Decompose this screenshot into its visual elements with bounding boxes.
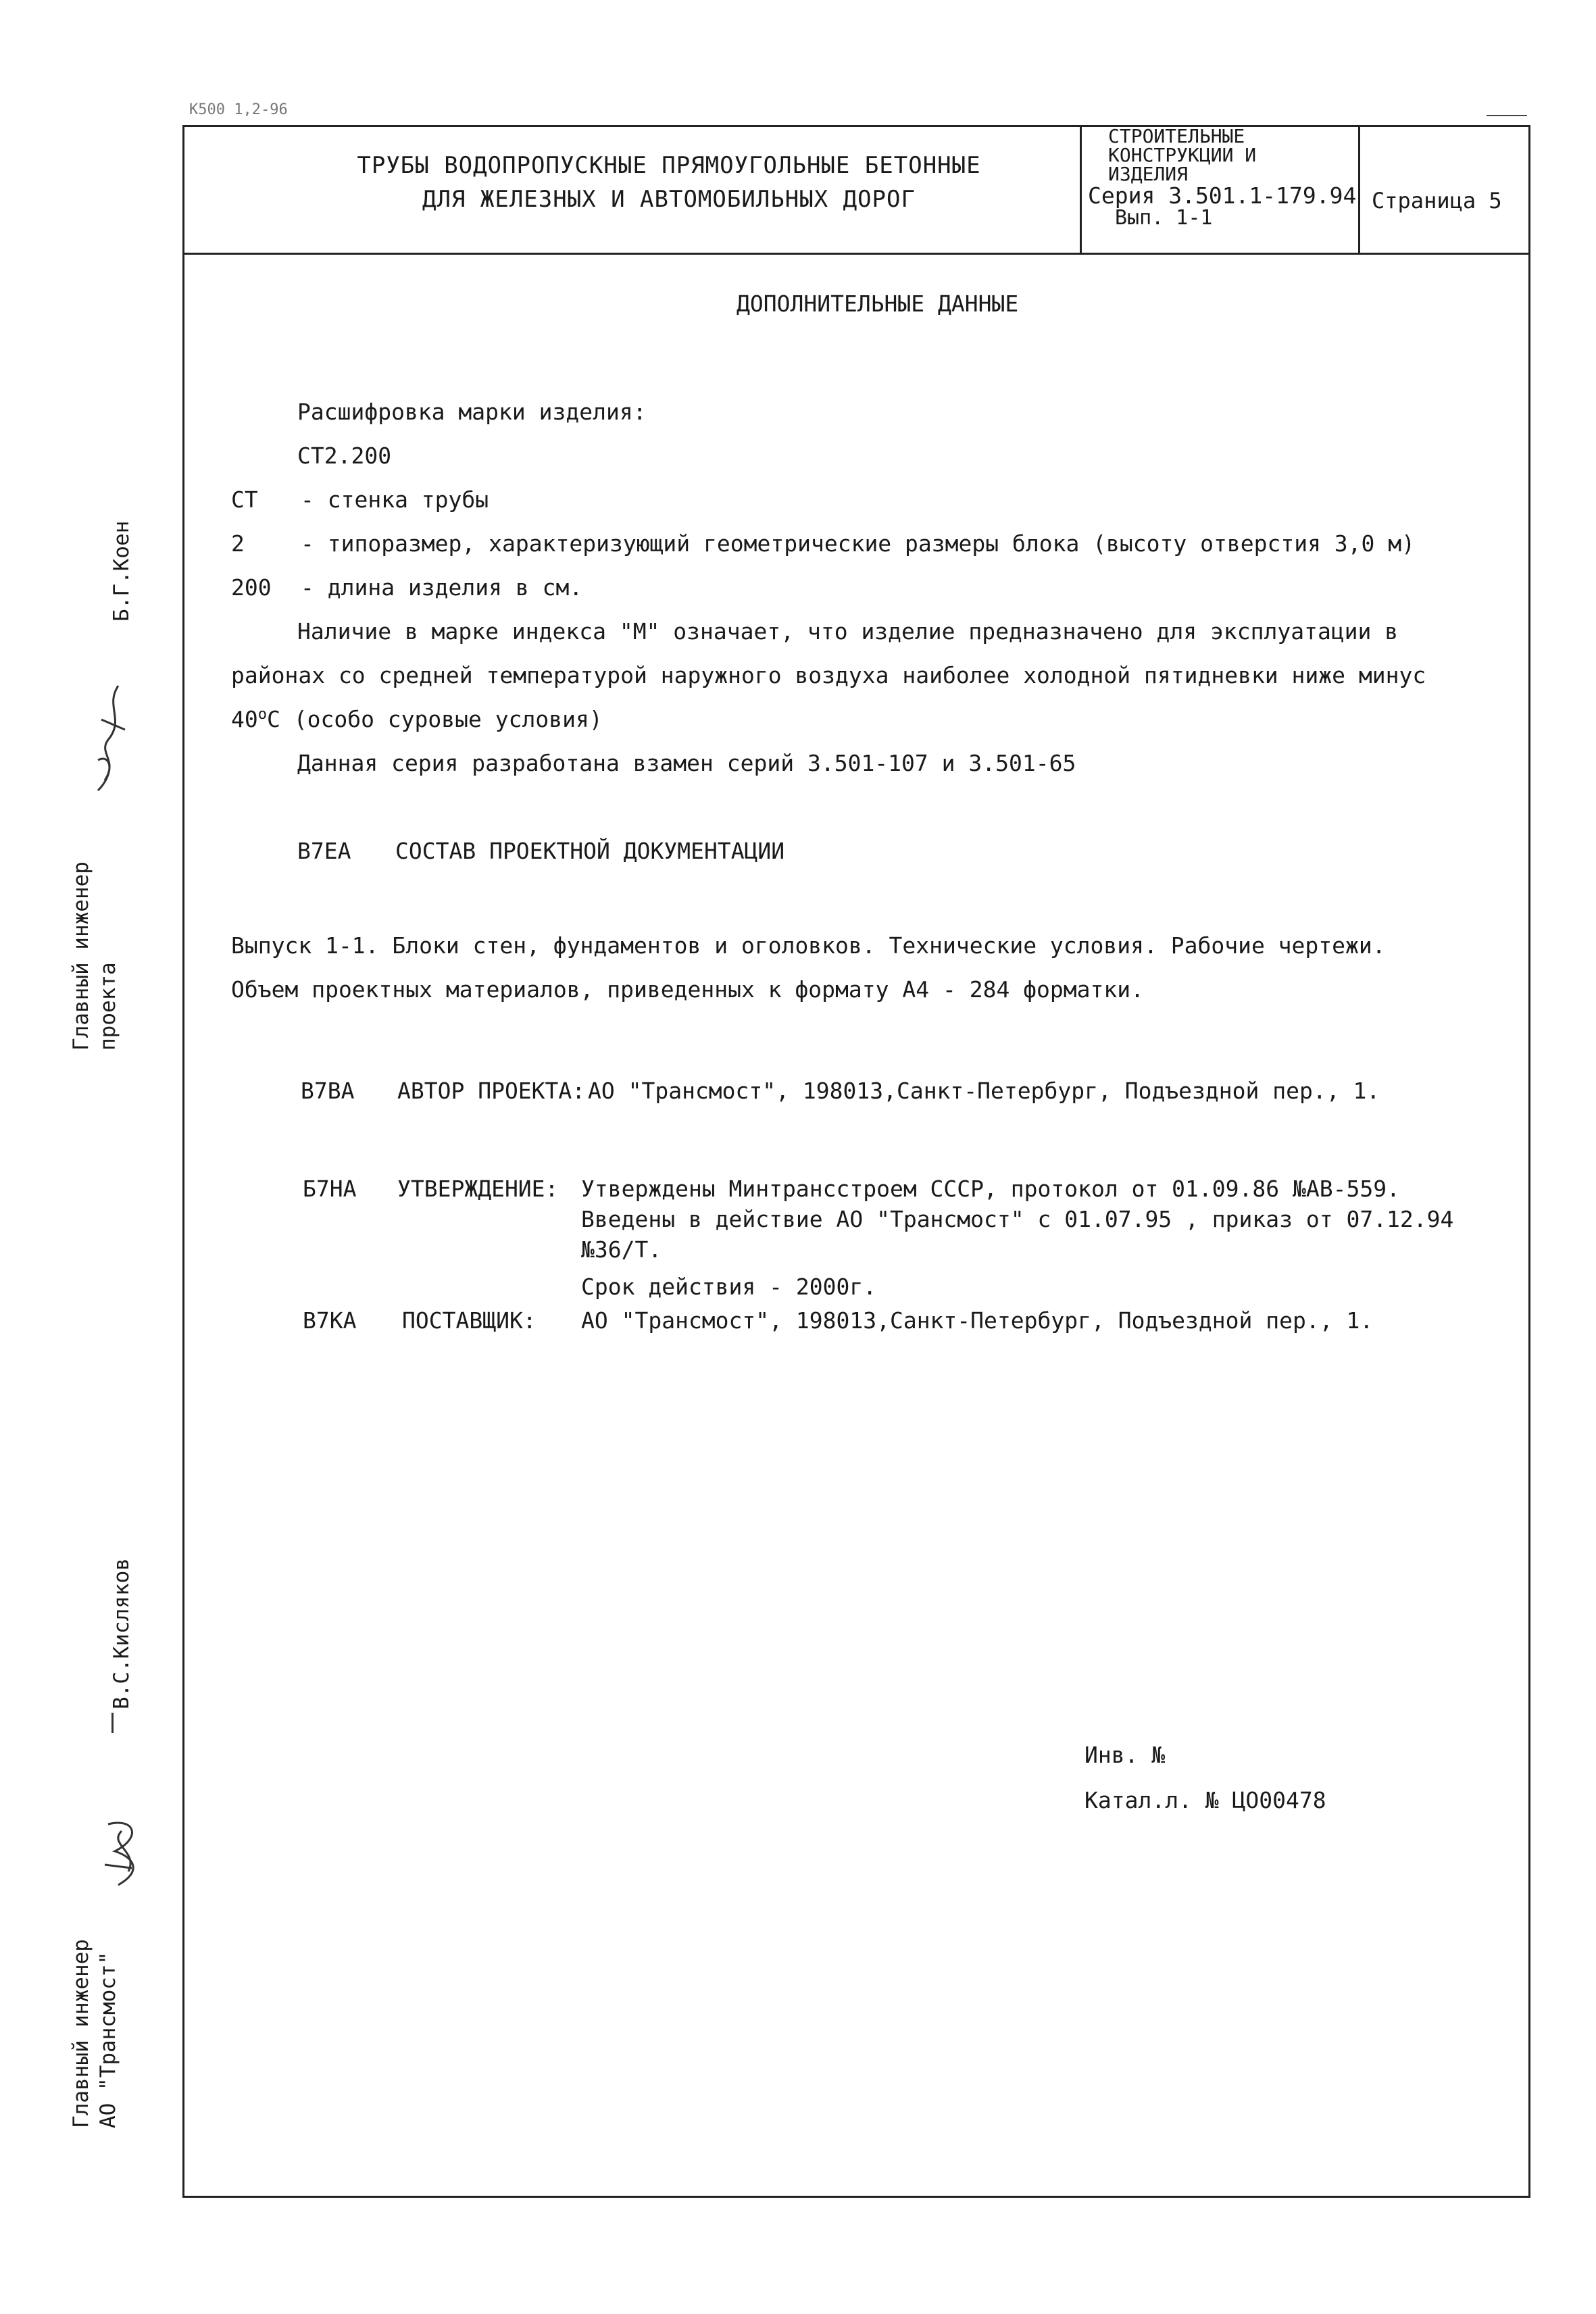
- note-line: районах со средней температурой наружного воздуха наиболее холодной пятидневки ниже минус: [231, 662, 1426, 688]
- role-line: проекта: [96, 962, 120, 1051]
- margin-name-kislyakov: В.С.Кисляков: [109, 1558, 134, 1709]
- supplier-value: АО "Трансмост", 198013,Санкт-Петербург, Подъездной пер., 1.: [581, 1307, 1374, 1334]
- document-title: ДОПОЛНИТЕЛЬНЫЕ ДАННЫЕ: [737, 291, 1019, 317]
- signature-kislyakov: [95, 1811, 155, 1905]
- legend-desc: - стенка трубы: [301, 486, 489, 513]
- margin-name-koen: Б.Г.Коен: [109, 520, 134, 622]
- approval-line: Введены в действие АО "Трансмост" с 01.07.95 , приказ от 07.12.94: [581, 1206, 1454, 1232]
- header-title-line1: ТРУБЫ ВОДОПРОПУСКНЫЕ ПРЯМОУГОЛЬНЫЕ БЕТОННЫЕ: [357, 152, 981, 179]
- product-mark: СТ2.200: [297, 443, 392, 469]
- role-line: Главный инженер: [69, 1939, 93, 2128]
- page-number: Страница 5: [1372, 188, 1502, 213]
- stamp-divider: [1080, 125, 1082, 253]
- category-line1: СТРОИТЕЛЬНЫЕ: [1108, 125, 1245, 147]
- signature-koen: [78, 679, 139, 801]
- replace-note: Данная серия разработана взамен серий 3.501-107 и 3.501-65: [297, 750, 1076, 776]
- top-rule: [1487, 115, 1527, 116]
- note-line: [231, 706, 603, 732]
- legend-code: СТ: [231, 486, 258, 513]
- issue-volume: Объем проектных материалов, приведенных к формату А4 - 284 форматки.: [231, 976, 1145, 1003]
- approval-label: УТВЕРЖДЕНИЕ:: [397, 1176, 559, 1202]
- dash-mark: [111, 1713, 114, 1733]
- catalog-number: Катал.л. № ЦО00478: [1084, 1787, 1326, 1813]
- author-value: АО "Трансмост", 198013,Санкт-Петербург, Подъездной пер., 1.: [588, 1078, 1380, 1104]
- issue-description: Выпуск 1-1. Блоки стен, фундаментов и оголовков. Технические условия. Рабочие чертежи.: [231, 932, 1386, 959]
- role-line: Главный инженер: [69, 861, 93, 1051]
- author-code: В7ВА: [301, 1078, 355, 1104]
- note-line: Наличие в марке индекса "М" означает, что изделие предназначено для эксплуатации в: [297, 618, 1399, 645]
- composition-code: В7ЕА: [297, 838, 351, 864]
- approval-line: Утверждены Минтрансстроем СССР, протокол от 01.09.86 №АВ-559.: [581, 1176, 1400, 1202]
- supplier-code: В7КА: [303, 1307, 357, 1334]
- approval-line: №36/Т.: [581, 1236, 662, 1263]
- legend-code: 200: [231, 574, 272, 601]
- legend-desc: - типоразмер, характеризующий геометрические размеры блока (высоту отверстия 3,0 м): [301, 530, 1416, 557]
- approval-line: Срок действия - 2000г.: [581, 1274, 877, 1300]
- degree-sign: о: [257, 706, 267, 723]
- decode-heading: Расшифровка марки изделия:: [297, 399, 647, 425]
- inventory-number: Инв. №: [1084, 1742, 1166, 1768]
- top-mark: К500 1,2-96: [189, 101, 288, 118]
- legend-code: 2: [231, 530, 245, 557]
- issue-number: Вып. 1-1: [1115, 206, 1213, 230]
- role-line: АО "Трансмост": [96, 1951, 120, 2128]
- series-number: Серия 3.501.1-179.94: [1088, 182, 1357, 209]
- composition-title: СОСТАВ ПРОЕКТНОЙ ДОКУМЕНТАЦИИ: [395, 838, 785, 864]
- category-line2: КОНСТРУКЦИИ И: [1108, 144, 1257, 166]
- header-category: [1088, 127, 1358, 228]
- note-line-rest: С (особо суровые условия): [267, 706, 603, 732]
- margin-role-chief-engineer-transmost: [68, 1939, 122, 2128]
- supplier-label: ПОСТАВЩИК:: [402, 1307, 537, 1334]
- header-title-line2: ДЛЯ ЖЕЛЕЗНЫХ И АВТОМОБИЛЬНЫХ ДОРОГ: [422, 186, 916, 213]
- category-line3: ИЗДЕЛИЯ: [1108, 163, 1189, 185]
- header-title: [270, 149, 1068, 216]
- margin-role-chief-engineer: [68, 861, 122, 1051]
- approval-code: Б7НА: [303, 1176, 357, 1202]
- legend-desc: - длина изделия в см.: [301, 574, 583, 601]
- author-label: АВТОР ПРОЕКТА:: [397, 1078, 586, 1104]
- stamp-divider: [1358, 125, 1360, 253]
- temperature-value: 40: [231, 706, 258, 732]
- page-frame: [182, 125, 1530, 2198]
